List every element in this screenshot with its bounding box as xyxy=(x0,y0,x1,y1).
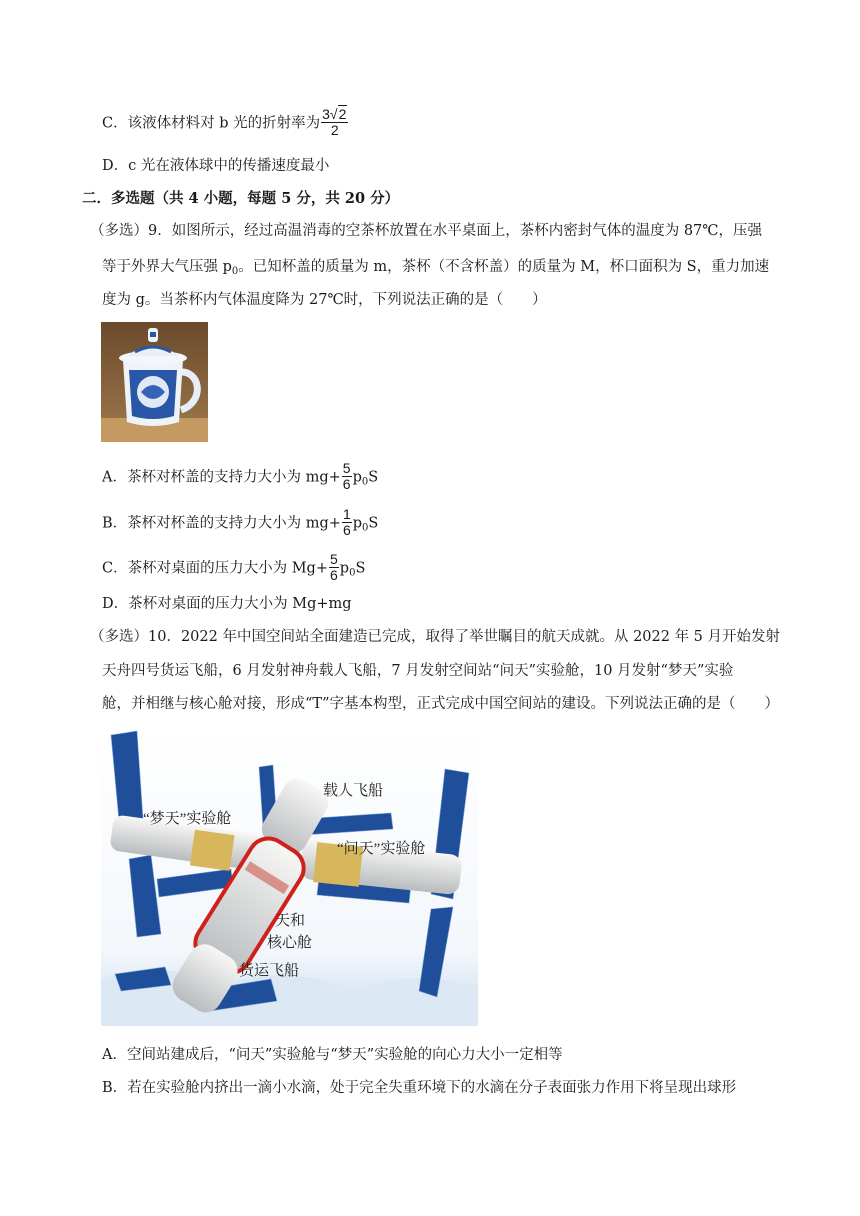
label-core-1: 天和 xyxy=(275,913,306,929)
teacup-illustration xyxy=(101,322,208,442)
section-heading-multiple-choice: 二．多选题（共 4 小题，每题 5 分，共 20 分） xyxy=(82,190,400,207)
q10-stem-line-2: 天舟四号货运飞船，6 月发射神舟载人飞船，7 月发射空间站“问天”实验舱，10 月发射“梦天”实验 xyxy=(102,663,734,679)
q9-option-a-fraction: $\frac{5}{6}$ xyxy=(342,460,351,492)
q9-stem-line-2: 等于外界大气压强 $p_0$。已知杯盖的质量为 m，茶杯（不含杯盖）的质量为 M，杯口面积为 S，重力加速 xyxy=(102,259,770,277)
space-station-illustration xyxy=(101,729,478,1026)
label-wentian: “问天”实验舱 xyxy=(337,841,426,857)
label-core-2: 核心舱 xyxy=(267,935,313,951)
space-station-image xyxy=(101,729,478,1026)
q8-option-c xyxy=(102,108,349,139)
q9-stem-line-3: 度为 g。当茶杯内气体温度降为 27℃时，下列说法正确的是（ ） xyxy=(102,292,547,308)
q9-option-a: A．茶杯对杯盖的支持力大小为 mg+ $\frac{5}{6}$ $p_0S$ xyxy=(102,460,379,492)
label-cargo-ship: 货运飞船 xyxy=(239,963,300,979)
label-mengtian: “梦天”实验舱 xyxy=(143,811,232,827)
q10-stem-line-3: 舱，并相继与核心舱对接，形成“T”字基本构型，正式完成中国空间站的建设。下列说法正确的是（ ） xyxy=(102,696,779,712)
q9-option-b: B．茶杯对杯盖的支持力大小为 mg+ $\frac{1}{6}$ $p_0S$ xyxy=(102,506,379,538)
q10-option-a: A．空间站建成后，“问天”实验舱与“梦天”实验舱的向心力大小一定相等 xyxy=(102,1047,563,1063)
q9-option-b-fraction: $\frac{1}{6}$ xyxy=(342,506,351,538)
q10-stem-line-1: （多选）10．2022 年中国空间站全面建造已完成，取得了举世瞩目的航天成就。从 2022 年 5 月开始发射 xyxy=(90,629,781,645)
q10-option-b: B．若在实验舱内挤出一滴小水滴，处于完全失重环境下的水滴在分子表面张力作用下将呈现出球形 xyxy=(102,1080,737,1096)
q9-option-d: D．茶杯对桌面的压力大小为 Mg+mg xyxy=(102,596,352,612)
q8-option-c-fraction: $\frac{3√2}{2}$ xyxy=(322,106,347,138)
q9-option-c: C．茶杯对桌面的压力大小为 Mg+ $\frac{5}{6}$ $p_0S$ xyxy=(102,551,366,583)
label-crew-ship: 载人飞船 xyxy=(323,783,384,799)
q9-option-c-fraction: $\frac{5}{6}$ xyxy=(329,551,338,583)
q9-stem-line-1: （多选）9．如图所示，经过高温消毒的空茶杯放置在水平桌面上，茶杯内密封气体的温度为 87℃，压强 xyxy=(90,223,763,239)
q8-option-d: D．c 光在液体球中的传播速度最小 xyxy=(102,158,330,174)
q8-option-c-text: C．该液体材料对 b 光的折射率为 xyxy=(102,115,321,132)
teacup-image xyxy=(101,322,208,442)
